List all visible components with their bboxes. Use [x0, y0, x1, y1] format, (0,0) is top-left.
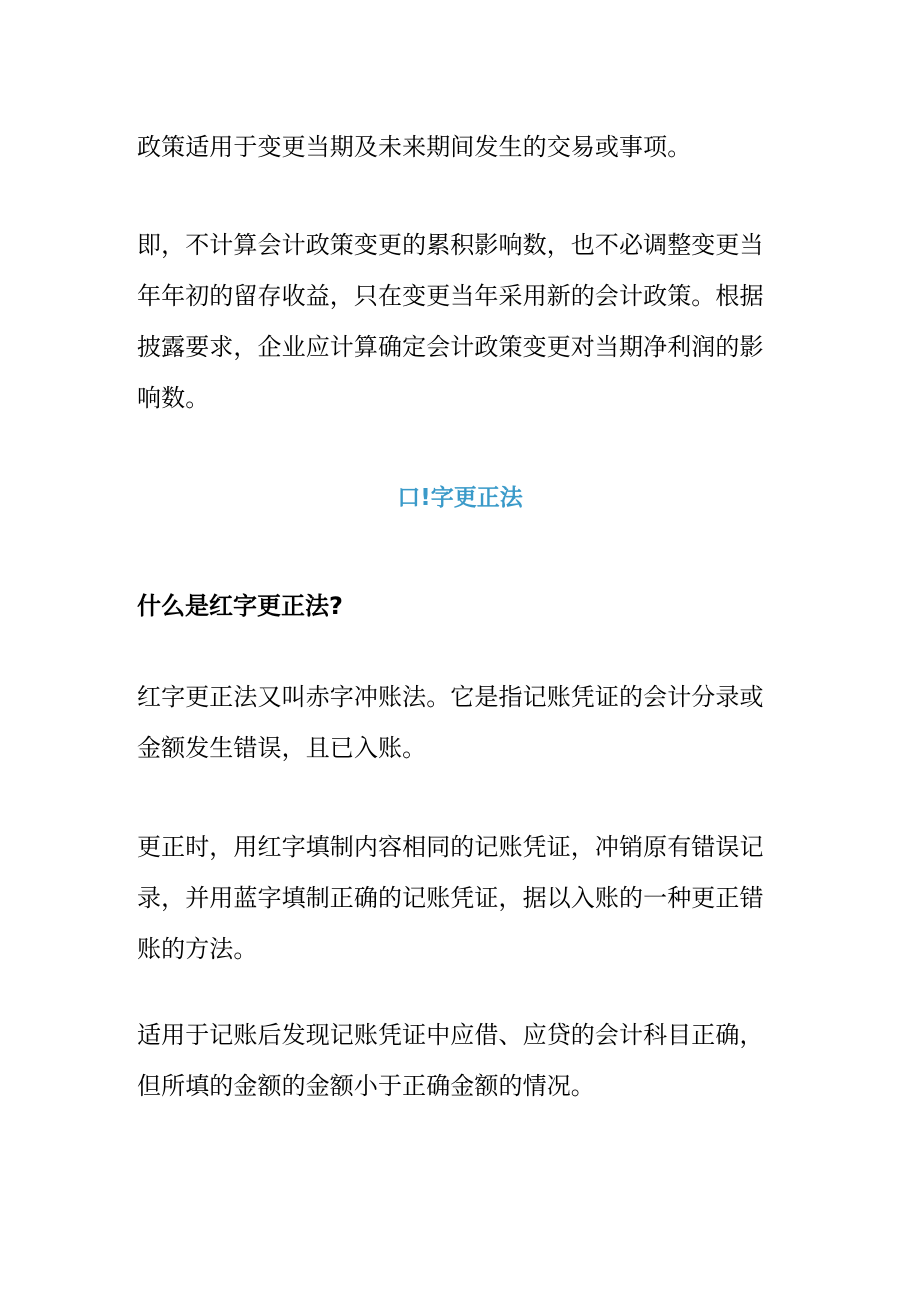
text-line: 更正时，用红字填制内容相同的记账凭证，冲销原有错误记	[137, 833, 764, 861]
text-line: 政策适用于变更当期及未来期间发生的交易或事项。	[137, 133, 692, 161]
paragraph-no-cumulative-effect	[137, 220, 787, 424]
paragraph-correction-procedure	[137, 822, 787, 975]
paragraph-applicability	[137, 1010, 787, 1112]
text-line: 红字更正法又叫赤字冲账法。它是指记账凭证的会计分录或	[137, 683, 764, 711]
text-line: 年年初的留存收益，只在变更当年采用新的会计政策。根据	[137, 282, 764, 310]
text-line: 账的方法。	[137, 935, 258, 963]
question-heading: 什么是红字更正法?	[137, 592, 343, 620]
text-line: 响数。	[137, 384, 210, 412]
text-line: 适用于记账后发现记账凭证中应借、应贷的会计科目正确，	[137, 1021, 764, 1049]
text-line: 但所填的金额的金额小于正确金额的情况。	[137, 1072, 595, 1100]
text-line: 金额发生错误，且已入账。	[137, 734, 427, 762]
text-line: 即，不计算会计政策变更的累积影响数，也不必调整变更当	[137, 231, 764, 259]
text-line: 录，并用蓝字填制正确的记账凭证，据以入账的一种更正错	[137, 884, 764, 912]
text-line: 披露要求，企业应计算确定会计政策变更对当期净利润的影	[137, 333, 764, 361]
section-heading: 口!字更正法	[397, 485, 523, 511]
paragraph-red-correction-definition	[137, 672, 787, 774]
paragraph-policy-scope	[137, 122, 787, 173]
